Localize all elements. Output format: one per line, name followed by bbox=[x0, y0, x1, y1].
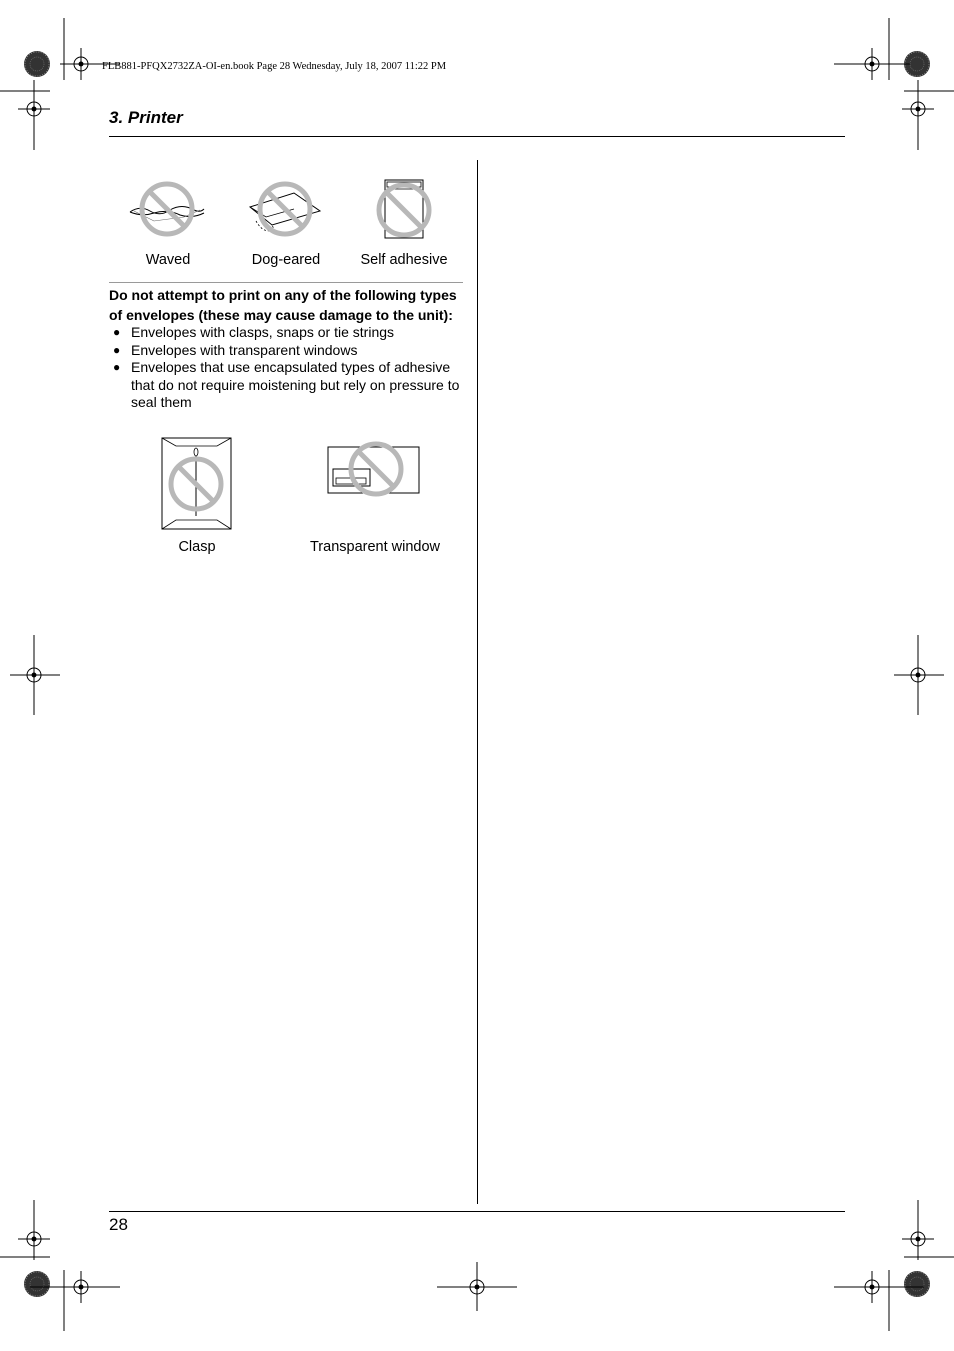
self-adhesive-envelope-icon bbox=[369, 177, 439, 247]
prohibited-circle-icon bbox=[260, 184, 310, 234]
waved-envelope-icon bbox=[124, 177, 214, 247]
list-item: ● Envelopes that use encapsulated types of adhesive that do not require moistening but rely on pressure to seal them bbox=[113, 359, 460, 410]
caption-dog-eared: Dog-eared bbox=[251, 252, 321, 268]
dog-eared-envelope-icon bbox=[242, 177, 332, 247]
print-info-line: FLB881-PFQX2732ZA-OI-en.book Page 28 Wednesday, July 18, 2007 11:22 PM bbox=[102, 61, 447, 72]
bullet-list bbox=[113, 324, 473, 412]
caption-clasp: Clasp bbox=[178, 539, 216, 555]
window-envelope-icon bbox=[324, 438, 424, 508]
warning-text: Do not attempt to print on any of the following types of envelopes (these may cause damage to the unit): bbox=[109, 287, 457, 323]
prohibited-circle-icon bbox=[142, 184, 192, 234]
section-separator bbox=[109, 282, 463, 283]
caption-waved: Waved bbox=[145, 252, 191, 268]
clasp-envelope-icon bbox=[158, 434, 238, 534]
list-item: ● Envelopes with clasps, snaps or tie strings bbox=[113, 324, 395, 340]
caption-self-adhesive: Self adhesive bbox=[360, 252, 448, 268]
page-number: 28 bbox=[109, 1215, 128, 1234]
header-rule bbox=[109, 136, 845, 137]
caption-transparent-window: Transparent window bbox=[309, 539, 441, 555]
footer-rule bbox=[109, 1211, 845, 1212]
list-item: ● Envelopes with transparent windows bbox=[113, 341, 358, 358]
bullet-dot-icon: ● bbox=[113, 342, 121, 357]
registration-star-icon bbox=[24, 51, 50, 77]
column-divider bbox=[477, 160, 478, 1204]
section-title: 3. Printer bbox=[109, 108, 183, 127]
bullet-dot-icon: ● bbox=[113, 325, 121, 339]
prohibited-circle-icon bbox=[379, 185, 429, 235]
bullet-dot-icon: ● bbox=[113, 360, 121, 374]
